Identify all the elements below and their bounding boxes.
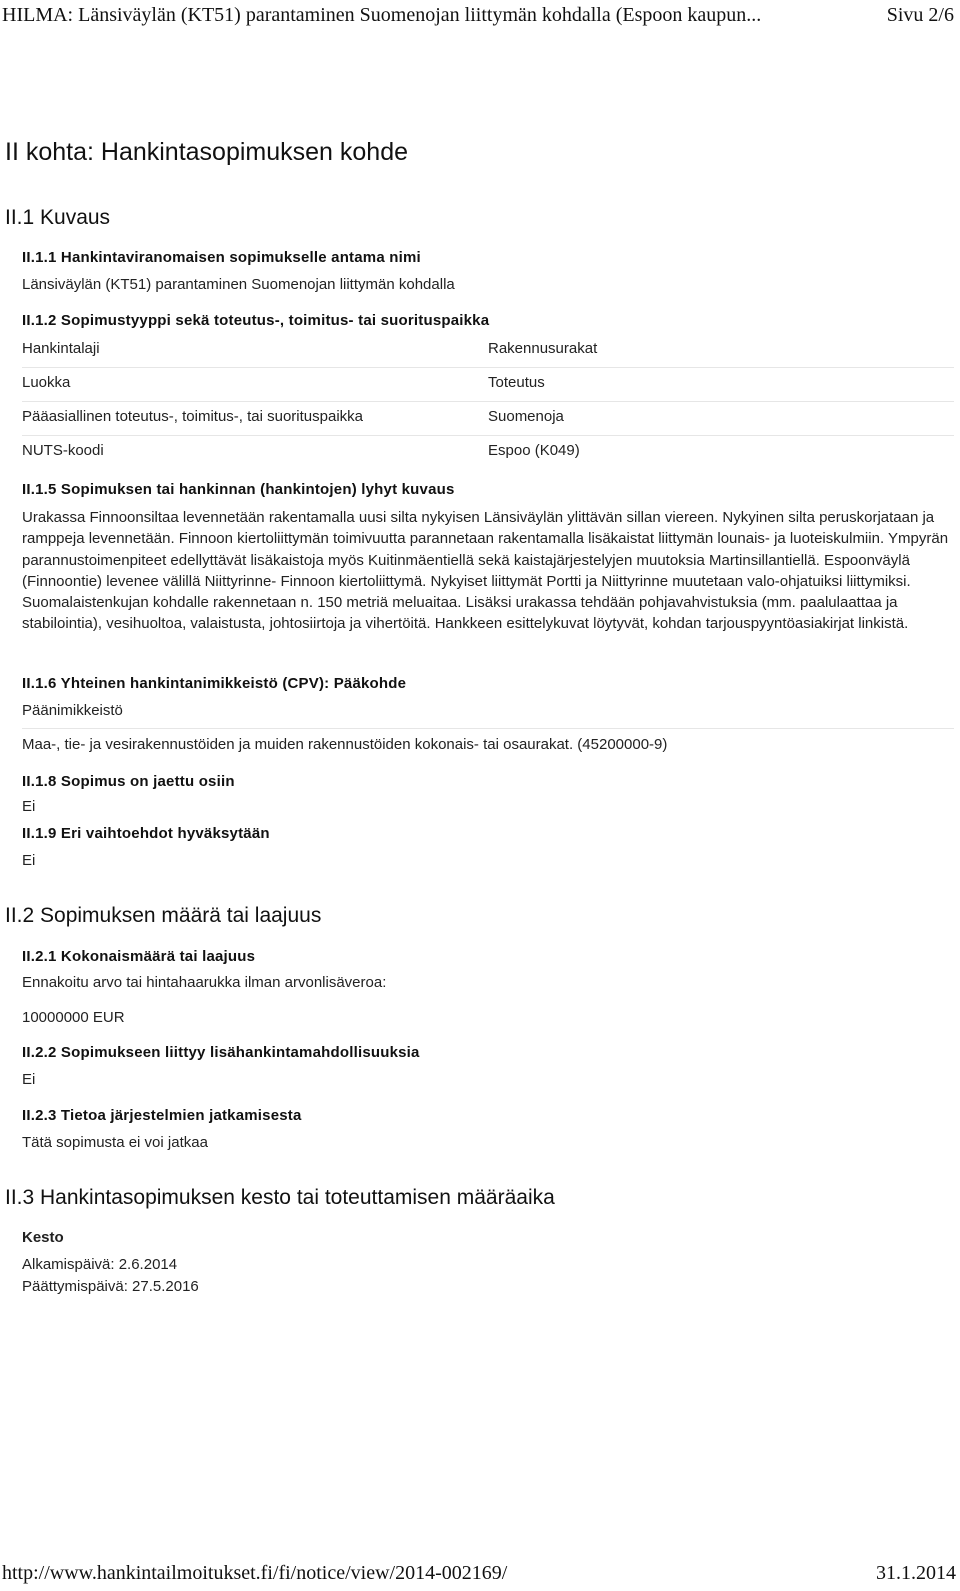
heading-ii12: II.1.2 Sopimustyyppi sekä toteutus-, toimitus- tai suorituspaikka [22,312,490,329]
variants-value: Ei [22,852,36,869]
duration-label: Kesto [22,1229,64,1246]
subsection-heading-ii3: II.3 Hankintasopimuksen kesto tai toteuttamisen määräaika [5,1186,555,1209]
print-header [0,4,960,30]
heading-ii11: II.1.1 Hankintaviranomaisen sopimukselle antama nimi [22,249,421,266]
print-header-title: HILMA: Länsiväylän (KT51) parantaminen Suomenojan liittymän kohdalla (Espoon kaupun... [2,4,762,26]
heading-ii23: II.2.3 Tietoa järjestelmien jatkamisesta [22,1107,302,1124]
print-footer [0,1562,960,1588]
subsection-heading-ii1: II.1 Kuvaus [5,206,111,229]
print-footer-url: http://www.hankintailmoitukset.fi/fi/notice/view/2014-002169/ [2,1562,508,1584]
cpv-value: Maa-, tie- ja vesirakennustöiden ja muiden rakennustöiden kokonais- tai osaurakat. (45200000-9) [22,736,668,753]
heading-ii15: II.1.5 Sopimuksen tai hankinnan (hankintojen) lyhyt kuvaus [22,481,455,498]
contract-name: Länsiväylän (KT51) parantaminen Suomenojan liittymän kohdalla [22,276,455,293]
print-footer-date: 31.1.2014 [876,1562,956,1584]
table-row [22,334,954,368]
renewal-value: Tätä sopimusta ei voi jatkaa [22,1134,208,1151]
table-row [22,436,954,469]
heading-ii18: II.1.8 Sopimus on jaettu osiin [22,773,235,790]
heading-ii19: II.1.9 Eri vaihtoehdot hyväksytään [22,825,270,842]
row-label: NUTS-koodi [22,442,104,459]
start-date: Alkamispäivä: 2.6.2014 [22,1256,178,1273]
short-description: Urakassa Finnoonsiltaa levennetään rakentamalla uusi silta nykyisen Länsiväylän ylittävän sillan viereen. Nykyinen silta peruskorjataan ja ramppeja levennetään. Finnoon kiertoliittymän toimivuutta parannetaan rakentamalla lisäkaistat liittymän lounais- ja luoteiskulmiin. Ympyrän parannustoimenpiteet edellyttävät lisäkaistoja myös Kuitinmäentiellä sekä kaistajärjestelyjen muutoksia Martinsillantiellä. Espoonväylä (Finnoontie) levenee välillä Niittyrinne- Finnoon kiertoliittymä. Nykyiset liittymät Portti ja Niittyrinne muutetaan valo-ohjatuiksi liittymiksi. Suomalaistenkujan kohdalle rakennetaan n. 150 metriä meluaitaa. Lisäksi urakassa tehdään pohjavahvistuksia (mm. paalulaattaa ja stabilointia), vesihuoltoa, valaistusta, johtosiirtoja ja vihertöitä. Hankkeen esittelykuvat löytyvät, kohdan tarjouspyyntöasiakirjat linkistä. [22,509,949,633]
row-label: Hankintalaji [22,340,100,357]
contract-type-table [22,334,954,469]
section-heading: II kohta: Hankintasopimuksen kohde [5,138,409,166]
row-value: Rakennusurakat [488,340,598,357]
row-label: Luokka [22,374,71,391]
table-row [22,368,954,402]
estimated-value-label: Ennakoitu arvo tai hintahaarukka ilman arvonlisäveroa: [22,974,387,991]
table-row [22,402,954,436]
lots-value: Ei [22,798,36,815]
row-value: Suomenoja [488,408,564,425]
row-label: Pääasiallinen toteutus-, toimitus-, tai suorituspaikka [22,408,364,425]
estimated-value: 10000000 EUR [22,1009,125,1026]
cpv-label: Päänimikkeistö [22,702,123,719]
heading-ii22: II.2.2 Sopimukseen liittyy lisähankintamahdollisuuksia [22,1044,420,1061]
row-value: Toteutus [488,374,545,391]
end-date: Päättymispäivä: 27.5.2016 [22,1278,199,1295]
heading-ii21: II.2.1 Kokonaismäärä tai laajuus [22,948,256,965]
heading-ii16: II.1.6 Yhteinen hankintanimikkeistö (CPV): Pääkohde [22,675,407,692]
row-value: Espoo (K049) [488,442,580,459]
options-value: Ei [22,1071,36,1088]
print-header-page-number: Sivu 2/6 [886,4,954,26]
subsection-heading-ii2: II.2 Sopimuksen määrä tai laajuus [5,904,322,927]
